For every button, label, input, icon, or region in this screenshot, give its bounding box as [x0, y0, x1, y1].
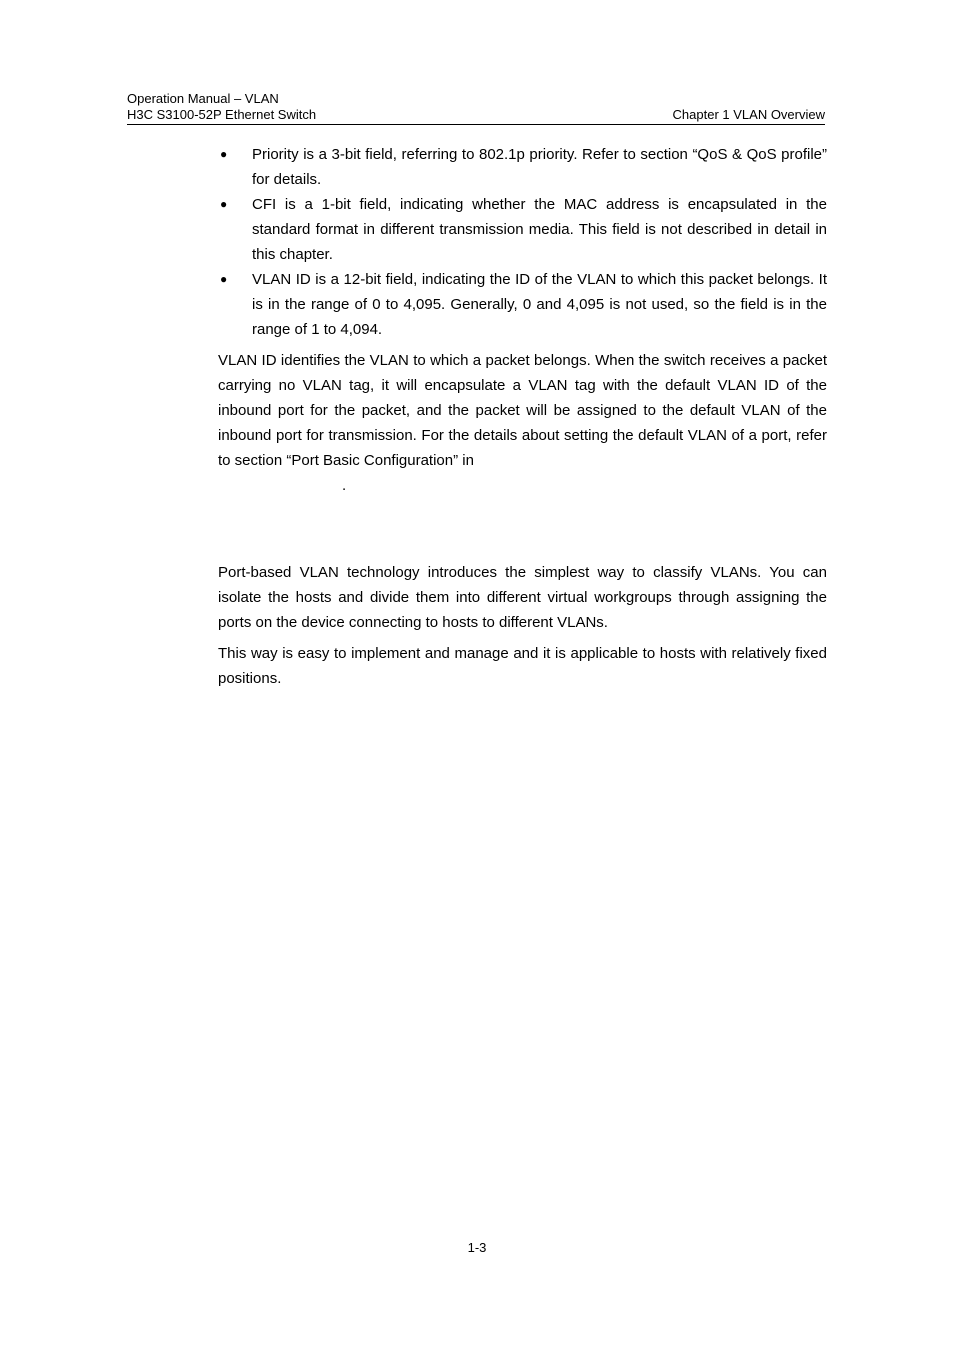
bullet-icon: ●: [220, 147, 228, 161]
page-content: [218, 142, 827, 691]
paragraph-vlan-id: VLAN ID identifies the VLAN to which a packet belongs. When the switch receives a packet carrying no VLAN tag, it will encapsulate a VLAN tag with the default VLAN ID of the inbound port for the packet, and the packet will be assigned to the default VLAN of the inbound port for transmission. For the details about setting the default VLAN of a port, refer to section “Port Basic Configuration” in: [218, 352, 827, 469]
page-header: [127, 91, 825, 123]
bullet-text-priority: Priority is a 3-bit field, referring to 802.1p priority. Refer to section “QoS & QoS profile” for details.: [252, 146, 827, 188]
manual-title: Operation Manual – VLAN: [127, 91, 279, 106]
list-item: [218, 192, 827, 267]
page-footer: [0, 1240, 954, 1255]
page-number: 1-3: [467, 1240, 487, 1255]
paragraph-port-based-1: Port-based VLAN technology introduces the simplest way to classify VLANs. You can isolate the hosts and divide them into different virtual workgroups through assigning the ports on the device connecting to hosts to different VLANs.: [218, 564, 827, 631]
bullet-text-vlan-id: VLAN ID is a 12-bit field, indicating the ID of the VLAN to which this packet belongs. It is in the range of 0 to 4,095. Generally, 0 and 4,095 is not used, so the field is in the range of 1 to 4,094.: [252, 271, 827, 338]
chapter-title: Chapter 1 VLAN Overview: [672, 107, 825, 122]
bullet-icon: ●: [220, 272, 228, 286]
bullet-text-cfi: CFI is a 1-bit field, indicating whether the MAC address is encapsulated in the standard format in different transmission media. This field is not described in detail in this chapter.: [252, 196, 827, 263]
list-item: [218, 267, 827, 342]
bullet-icon: ●: [220, 197, 228, 211]
paragraph-port-based-2: This way is easy to implement and manage and it is applicable to hosts with relatively fixed positions.: [218, 645, 827, 687]
spacer: [218, 498, 827, 554]
tag-field-list: [218, 142, 827, 342]
trailing-period: .: [342, 477, 347, 494]
list-item: [218, 142, 827, 192]
header-divider: [127, 124, 825, 125]
product-name: H3C S3100-52P Ethernet Switch: [127, 107, 317, 122]
